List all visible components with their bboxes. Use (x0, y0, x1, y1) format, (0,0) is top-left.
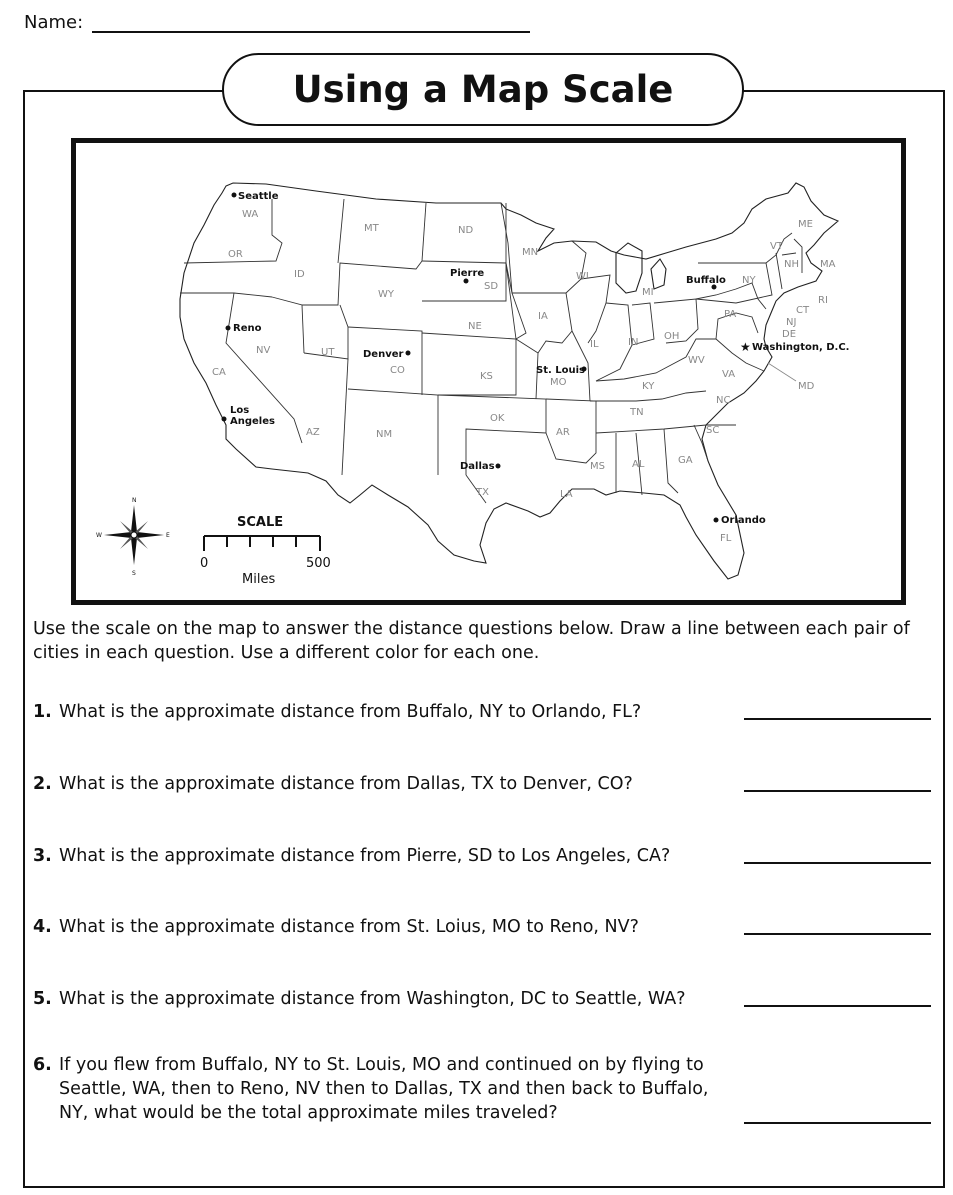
state-label: ND (458, 225, 474, 236)
city-label-seattle: Seattle (238, 191, 279, 202)
state-label: RI (818, 295, 828, 306)
city-label-buffalo: Buffalo (686, 275, 726, 286)
question-2 (33, 772, 633, 796)
scale-min-label: 0 (200, 556, 209, 571)
question-number: 5. (33, 989, 52, 1009)
state-label: SC (706, 425, 720, 436)
question-text: What is the approximate distance from St. Loius, MO to Reno, NV? (59, 917, 639, 937)
state-label: UT (321, 347, 335, 358)
question-6 (33, 1053, 743, 1125)
instructions-text: Use the scale on the map to answer the distance questions below. Draw a line between each pair of cities in each question. Use a different color for each one. (33, 619, 910, 663)
city-label-reno: Reno (233, 323, 262, 334)
state-label: AZ (306, 427, 320, 438)
state-label: NH (784, 259, 799, 270)
state-label: LA (560, 489, 573, 500)
state-label: OH (664, 331, 680, 342)
question-number: 3. (33, 846, 52, 866)
us-map-svg (76, 143, 901, 600)
state-label: MO (550, 377, 567, 388)
state-label: GA (678, 455, 693, 466)
state-label: MD (798, 381, 815, 392)
city-label-angeles: Angeles (230, 416, 275, 427)
question-text: What is the approximate distance from Pierre, SD to Los Angeles, CA? (59, 846, 671, 866)
state-label: TN (630, 407, 644, 418)
state-label: NE (468, 321, 482, 332)
city-label-denver: Denver (363, 349, 404, 360)
us-map (71, 138, 906, 605)
state-borders (180, 199, 802, 503)
city-label-st-louis: St. Louis (536, 365, 586, 376)
state-label: NV (256, 345, 271, 356)
scale-max-label: 500 (306, 556, 331, 571)
question-number: 6. (33, 1055, 52, 1075)
state-label: IL (590, 339, 599, 350)
state-label: KS (480, 371, 493, 382)
city-label-pierre: Pierre (450, 268, 485, 279)
state-label: DE (782, 329, 797, 340)
state-label: MN (522, 247, 539, 258)
state-label: VT (770, 241, 783, 252)
question-number: 2. (33, 774, 52, 794)
state-label: CT (796, 305, 810, 316)
state-label: CO (390, 365, 405, 376)
capital-star-icon: ★ (740, 340, 751, 354)
state-label: OR (228, 249, 243, 260)
scale-bar (204, 536, 320, 551)
name-input-line[interactable] (92, 31, 530, 33)
compass-rose-icon (96, 497, 170, 577)
state-label: NY (742, 275, 756, 286)
state-label: NJ (786, 317, 797, 328)
city-markers (222, 191, 850, 526)
city-label-dallas: Dallas (460, 461, 495, 472)
answer-line-5[interactable] (744, 1005, 931, 1007)
question-1 (33, 700, 641, 724)
compass-e-label: E (166, 532, 170, 539)
city-label-los: Los (230, 405, 250, 416)
city-label-washington: Washington, D.C. (752, 342, 850, 353)
state-label: WV (688, 355, 705, 366)
page-title: Using a Map Scale (222, 53, 744, 126)
state-label: IA (538, 311, 548, 322)
state-label: MS (590, 461, 605, 472)
name-label: Name: (24, 12, 84, 33)
state-label: NC (716, 395, 731, 406)
city-dot-denver (406, 351, 411, 356)
city-dot-orlando (714, 518, 719, 523)
question-5 (33, 987, 686, 1011)
city-label-los-angeles (230, 405, 275, 427)
scale-title: SCALE (237, 515, 284, 530)
question-3 (33, 844, 670, 868)
state-label: TX (476, 487, 489, 498)
answer-line-2[interactable] (744, 790, 931, 792)
answer-line-6[interactable] (744, 1122, 931, 1124)
map-scale (200, 515, 331, 587)
question-text: What is the approximate distance from Washington, DC to Seattle, WA? (59, 989, 686, 1009)
answer-line-3[interactable] (744, 862, 931, 864)
state-label: PA (724, 309, 737, 320)
city-dot-pierre (464, 279, 469, 284)
state-label: WY (378, 289, 394, 300)
state-label: WA (242, 209, 259, 220)
compass-n-label: N (132, 497, 137, 504)
state-label: OK (490, 413, 505, 424)
scale-unit-label: Miles (242, 572, 276, 587)
answer-line-4[interactable] (744, 933, 931, 935)
question-number: 1. (33, 702, 52, 722)
state-labels (212, 209, 836, 544)
compass-s-label: S (132, 570, 136, 577)
md-pointer-line (768, 363, 796, 381)
city-dot-dallas (496, 464, 501, 469)
answer-line-1[interactable] (744, 718, 931, 720)
state-label: ME (798, 219, 813, 230)
state-label: NM (376, 429, 393, 440)
state-label: AL (632, 459, 645, 470)
state-label: KY (642, 381, 655, 392)
state-label: VA (722, 369, 736, 380)
state-label: IN (628, 337, 639, 348)
question-text: What is the approximate distance from Buffalo, NY to Orlando, FL? (59, 702, 642, 722)
question-text: If you flew from Buffalo, NY to St. Louis, MO and continued on by flying to Seattle, WA, then to Reno, NV then to Dallas, TX and then back to Buffalo, NY, what would be the total approximate miles traveled? (59, 1055, 709, 1123)
state-label: CA (212, 367, 226, 378)
state-label: ID (294, 269, 305, 280)
question-number: 4. (33, 917, 52, 937)
city-dot-los-angeles (222, 417, 227, 422)
state-label: WI (576, 271, 589, 282)
question-text: What is the approximate distance from Dallas, TX to Denver, CO? (59, 774, 633, 794)
state-label: MT (364, 223, 379, 234)
city-dot-reno (226, 326, 231, 331)
state-label: MI (642, 287, 654, 298)
compass-w-label: W (96, 532, 102, 539)
city-label-orlando: Orlando (721, 515, 766, 526)
state-label: MA (820, 259, 836, 270)
question-4 (33, 915, 639, 939)
state-label: AR (556, 427, 570, 438)
state-label: SD (484, 281, 499, 292)
state-label: FL (720, 533, 732, 544)
city-dot-seattle (232, 193, 237, 198)
